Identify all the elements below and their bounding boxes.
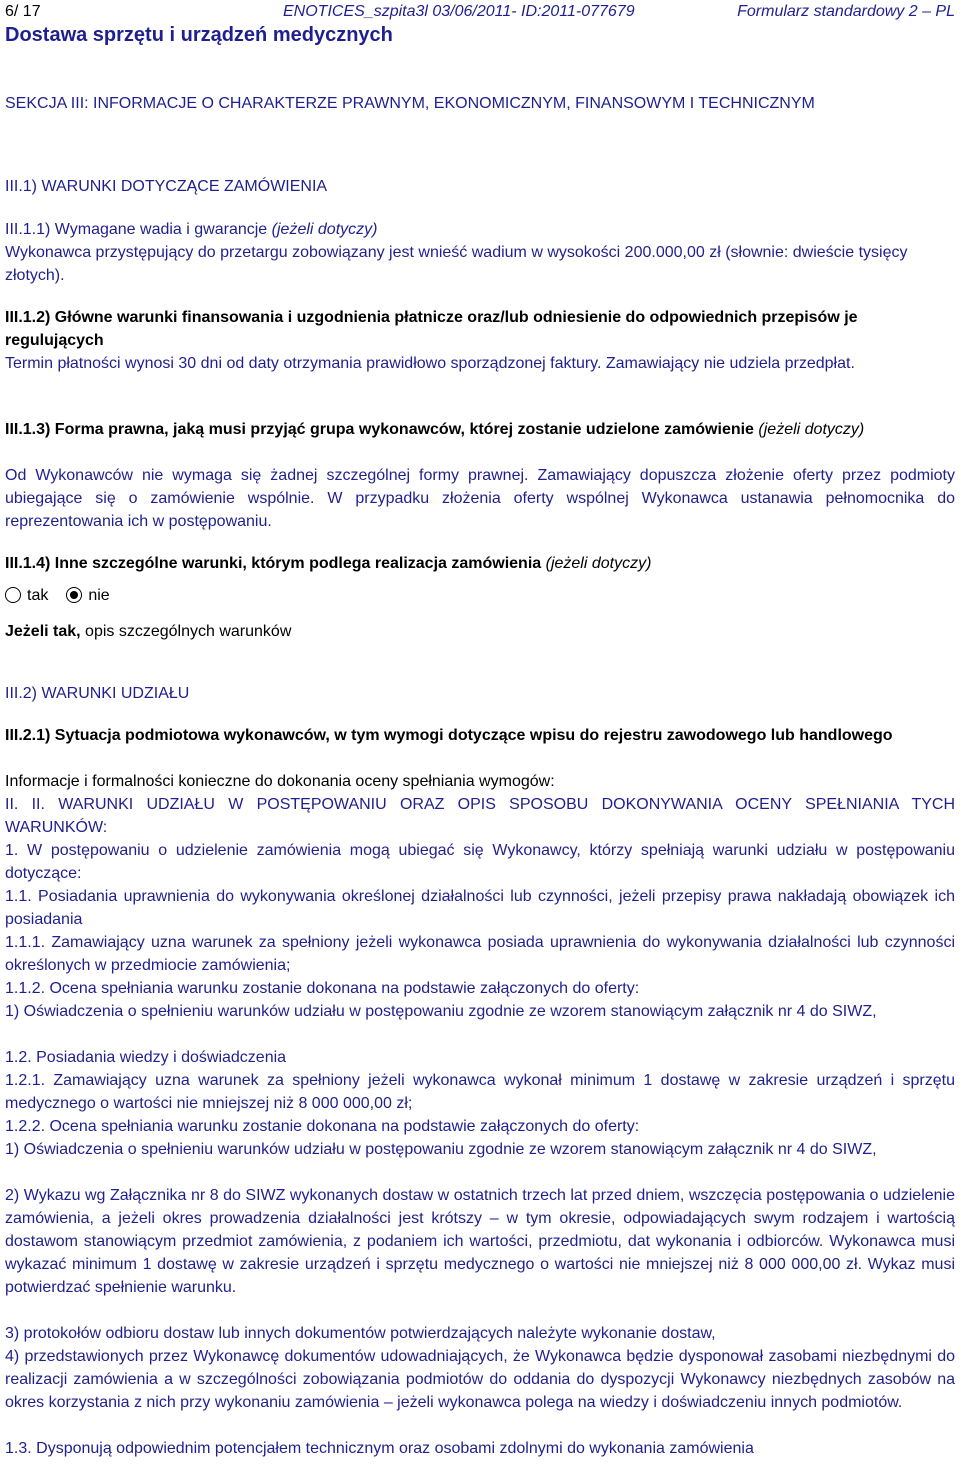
- question-iii-1-1: [5, 218, 955, 241]
- if-yes-label: Jeżeli tak,: [5, 623, 81, 640]
- section-title: SEKCJA III: INFORMACJE O CHARAKTERZE PRAWNYM, EKONOMICZNYM, FINANSOWYM I TECHNICZNYM: [5, 95, 815, 112]
- answer-iii-1-1: Wykonawca przystępujący do przetargu zobowiązany jest wnieść wadium w wysokości 200.000,00 zł (słownie: dwieście tysięcy złotych).: [5, 244, 908, 284]
- paragraph: 1.1.1. Zamawiający uzna warunek za spełniony jeżeli wykonawca posiada uprawnienia do wykonywania działalności lub czynności określonych w przedmiocie zamówienia;: [5, 934, 955, 974]
- intro-iii-2-1: Informacje i formalności konieczne do dokonania oceny spełniania wymogów:: [5, 773, 555, 790]
- form-type: Formularz standardowy 2 – PL: [737, 3, 955, 20]
- answer-iii-1-3: Od Wykonawców nie wymaga się żadnej szczególnej formy prawnej. Zamawiający dopuszcza złożenie oferty przez podmioty ubiegające się o zamówienie wspólnie. W przypadku złożenia oferty wspólnej Wykonawca ustanawia pełnomocnika do reprezentowania ich w postępowaniu.: [5, 467, 955, 530]
- heading-iii-2: III.2) WARUNKI UDZIAŁU: [5, 685, 190, 702]
- paragraph: II. II. WARUNKI UDZIAŁU W POSTĘPOWANIU ORAZ OPIS SPOSOBU DOKONYWANIA OCENY SPEŁNIANIA TYCH WARUNKÓW:: [5, 796, 955, 836]
- paragraph: 3) protokołów odbioru dostaw lub innych dokumentów potwierdzających należyte wykonanie dostaw,: [5, 1325, 716, 1342]
- radio-group-iii-1-4: [5, 582, 128, 608]
- question-iii-1-3: [5, 418, 955, 441]
- question-label: III.1.3) Forma prawna, jaką musi przyjąć grupa wykonawców, której zostanie udzielone zamówienie: [5, 421, 754, 438]
- question-hint: (jeżeli dotyczy): [758, 421, 865, 438]
- paragraph: 1. W postępowaniu o udzielenie zamówienia mogą ubiegać się Wykonawcy, którzy spełniają warunki udziału w postępowaniu dotyczące:: [5, 842, 955, 882]
- paragraph: 2) Wykazu wg Załącznika nr 8 do SIWZ wykonanych dostaw w ostatnich trzech lat przed dniem, wszczęcia postępowania o udzielenie zamówienia, a jeżeli okres prowadzenia działalności jest krótszy – w tym okresie, odpowiadających swym rodzajem i wartością dostawom stanowiącym przedmiot zamówienia, z podaniem ich wartości, przedmiotu, dat wykonania i odbiorców. Wykonawca musi wykazać minimum 1 dostawę w zakresie urządzeń i sprzętu medycznego o wartości nie mniejszej niż 8 000 000,00 zł. Wykaz musi potwierdzać spełnienie warunku.: [5, 1187, 955, 1296]
- if-yes-description: [5, 620, 955, 643]
- heading-iii-1: III.1) WARUNKI DOTYCZĄCE ZAMÓWIENIA: [5, 178, 328, 195]
- answer-iii-1-2: Termin płatności wynosi 30 dni od daty otrzymania prawidłowo sporządzonej faktury. Zamawiający nie udziela przedpłat.: [5, 355, 855, 372]
- question-iii-2-1: III.2.1) Sytuacja podmiotowa wykonawców, w tym wymogi dotyczące wpisu do rejestru zawodowego lub handlowego: [5, 727, 893, 744]
- page-number: 6/ 17: [5, 3, 41, 20]
- question-iii-1-2: III.1.2) Główne warunki finansowania i uzgodnienia płatnicze oraz/lub odniesienie do odpowiednich przepisów je regulujących: [5, 309, 858, 349]
- question-iii-1-4: [5, 552, 955, 575]
- radio-tak-label: tak: [27, 586, 49, 604]
- question-label: III.1.4) Inne szczególne warunki, którym podlega realizacja zamówienia: [5, 555, 542, 572]
- paragraph: 1.1. Posiadania uprawnienia do wykonywania określonej działalności lub czynności, jeżeli przepisy prawa nakładają obowiązek ich posiadania: [5, 888, 955, 928]
- paragraph: 1.2.2. Ocena spełniania warunku zostanie dokonana na podstawie załączonych do oferty:: [5, 1118, 640, 1135]
- paragraph: 1.3. Dysponują odpowiednim potencjałem technicznym oraz osobami zdolnymi do wykonania zamówienia: [5, 1440, 754, 1457]
- question-label: III.1.1) Wymagane wadia i gwarancje: [5, 221, 268, 238]
- paragraph: 1.2.1. Zamawiający uzna warunek za spełniony jeżeli wykonawca wykonał minimum 1 dostawę w zakresie urządzeń i sprzętu medycznego o wartości nie mniejszej niż 8 000 000,00 zł;: [5, 1072, 955, 1112]
- paragraph: 1) Oświadczenia o spełnieniu warunków udziału w postępowaniu zgodnie ze wzorem stanowiącym załącznik nr 4 do SIWZ,: [5, 1003, 877, 1020]
- paragraph: 1) Oświadczenia o spełnieniu warunków udziału w postępowaniu zgodnie ze wzorem stanowiącym załącznik nr 4 do SIWZ,: [5, 1141, 877, 1158]
- radio-tak[interactable]: [5, 587, 21, 603]
- radio-nie-label: nie: [88, 586, 110, 604]
- question-hint: (jeżeli dotyczy): [545, 555, 652, 572]
- document-id: ENOTICES_szpita3l 03/06/2011- ID:2011-077679: [283, 3, 635, 20]
- if-yes-text: opis szczególnych warunków: [80, 623, 292, 640]
- document-title: Dostawa sprzętu i urządzeń medycznych: [5, 24, 393, 46]
- paragraph: 4) przedstawionych przez Wykonawcę dokumentów udowadniających, że Wykonawca będzie dysponował zasobami niezbędnymi do realizacji zamówienia a w szczególności zobowiązania podmiotów do oddania do dyspozycji Wykonawcy niezbędnych zasobów na okres korzystania z nich przy wykonaniu zamówienia – jeżeli wykonawca polega na wiedzy i doświadczeniu innych podmiotów.: [5, 1348, 955, 1411]
- paragraph: 1.1.2. Ocena spełniania warunku zostanie dokonana na podstawie załączonych do oferty:: [5, 980, 640, 997]
- paragraph: 1.2. Posiadania wiedzy i doświadczenia: [5, 1049, 287, 1066]
- question-hint: (jeżeli dotyczy): [271, 221, 378, 238]
- radio-nie[interactable]: [66, 587, 82, 603]
